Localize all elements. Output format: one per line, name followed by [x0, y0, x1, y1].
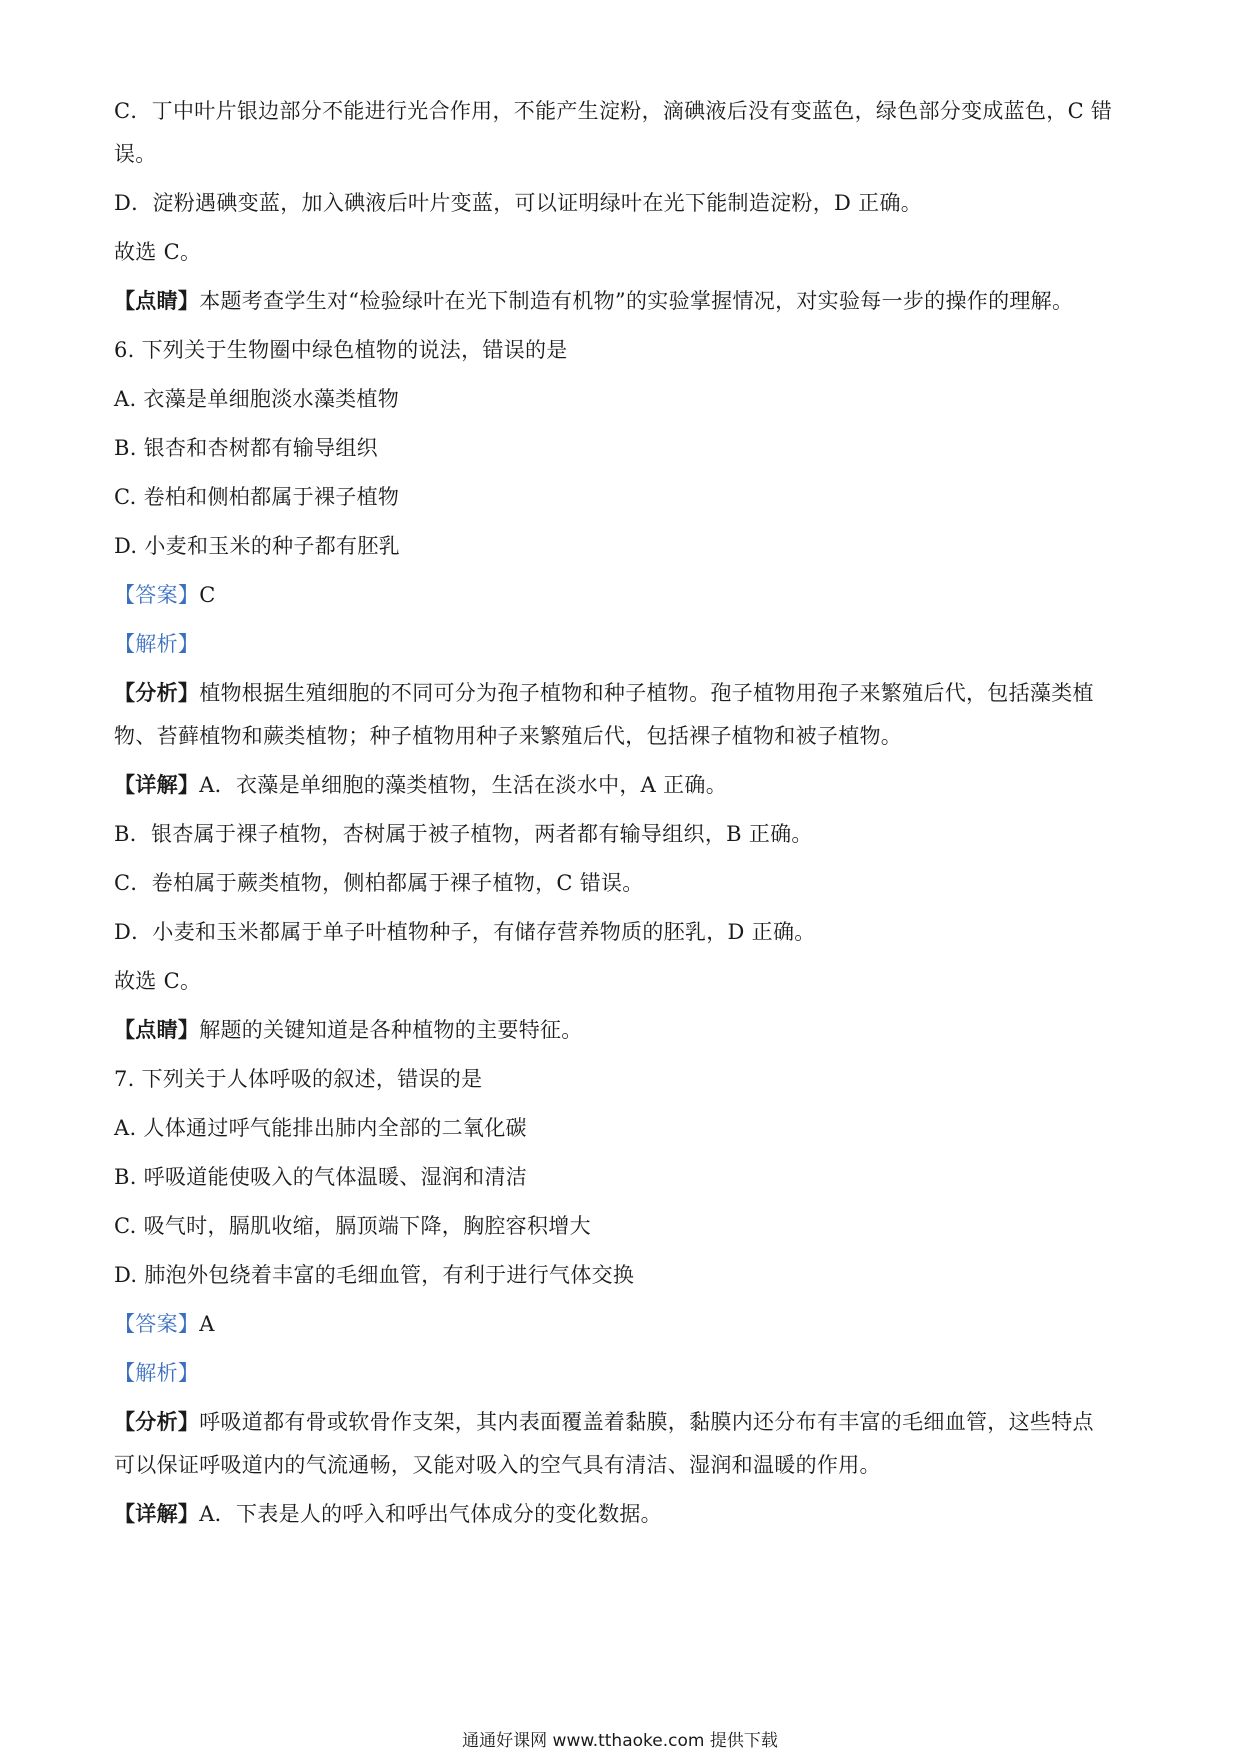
- xiangjie-line: 【详解】A．下表是人的呼入和呼出气体成分的变化数据。: [114, 1501, 662, 1526]
- page-footer: 通通好课网 www.tthaoke.com 提供下载: [462, 1731, 778, 1751]
- paragraph-line: D．小麦和玉米都属于单子叶植物种子，有储存营养物质的胚乳，D 正确。: [114, 920, 816, 944]
- fenxi-label: 【分析】: [114, 1409, 200, 1434]
- answer-line: 【答案】C: [114, 583, 216, 607]
- fenxi-line: 【分析】呼吸道都有骨或软骨作支架，其内表面覆盖着黏膜，黏膜内还分布有丰富的毛细血管，这些特点: [114, 1409, 1094, 1434]
- paragraph-line: 可以保证呼吸道内的气流通畅，又能对吸入的空气具有清洁、湿润和温暖的作用。: [114, 1453, 881, 1477]
- analysis-label: 【解析】: [114, 1361, 200, 1385]
- analysis-heading: [114, 1358, 1134, 1388]
- paragraph-line: 物、苔藓植物和蕨类植物；种子植物用种子来繁殖后代，包括裸子植物和被子植物。: [114, 724, 903, 748]
- option-a: A. 衣藻是单细胞淡水藻类植物: [114, 387, 400, 411]
- paragraph-line: D．淀粉遇碘变蓝，加入碘液后叶片变蓝，可以证明绿叶在光下能制造淀粉，D 正确。: [114, 191, 923, 215]
- fenxi-line: 【分析】植物根据生殖细胞的不同可分为孢子植物和种子植物。孢子植物用孢子来繁殖后代，包括藻类植: [114, 680, 1094, 705]
- paragraph-line: B．银杏属于裸子植物，杏树属于被子植物，两者都有输导组织，B 正确。: [114, 822, 813, 846]
- answer-label: 【答案】: [114, 1312, 200, 1336]
- analysis-label: 【解析】: [114, 632, 200, 656]
- option-d: D. 肺泡外包绕着丰富的毛细血管，有利于进行气体交换: [114, 1263, 635, 1287]
- option-b: B. 银杏和杏树都有输导组织: [114, 436, 378, 460]
- option-d: D. 小麦和玉米的种子都有胚乳: [114, 534, 400, 558]
- xiangjie-label: 【详解】: [114, 772, 200, 797]
- document-body: [114, 96, 1134, 1548]
- paragraph-line: 误。: [114, 142, 157, 166]
- xiangjie-label: 【详解】: [114, 1501, 200, 1526]
- dianjing-label: 【点睛】: [114, 1017, 200, 1042]
- paragraph-line: C．卷柏属于蕨类植物，侧柏都属于裸子植物，C 错误。: [114, 871, 644, 895]
- dianjing-label: 【点睛】: [114, 288, 200, 313]
- comment-line: 【点睛】解题的关键知道是各种植物的主要特征。: [114, 1017, 583, 1042]
- xiangjie-line: 【详解】A．衣藻是单细胞的藻类植物，生活在淡水中，A 正确。: [114, 772, 728, 797]
- comment-line: 【点睛】本题考查学生对“检验绿叶在光下制造有机物”的实验掌握情况，对实验每一步的操作的理解。: [114, 288, 1074, 313]
- analysis-heading: [114, 629, 1134, 659]
- question-7-stem: 7. 下列关于人体呼吸的叙述，错误的是: [114, 1067, 483, 1091]
- paragraph-line: C．丁中叶片银边部分不能进行光合作用，不能产生淀粉，滴碘液后没有变蓝色，绿色部分变成蓝色，C 错: [114, 99, 1113, 123]
- paragraph-line: 故选 C。: [114, 240, 202, 264]
- option-a: A. 人体通过呼气能排出肺内全部的二氧化碳: [114, 1116, 527, 1140]
- paragraph-line: 故选 C。: [114, 969, 202, 993]
- answer-label: 【答案】: [114, 583, 200, 607]
- option-c: C. 卷柏和侧柏都属于裸子植物: [114, 485, 400, 509]
- fenxi-label: 【分析】: [114, 680, 200, 705]
- answer-line: 【答案】A: [114, 1312, 215, 1336]
- question-6-stem: 6. 下列关于生物圈中绿色植物的说法，错误的是: [114, 338, 568, 362]
- option-b: B. 呼吸道能使吸入的气体温暖、湿润和清洁: [114, 1165, 528, 1189]
- option-c: C. 吸气时，膈肌收缩，膈顶端下降，胸腔容积增大: [114, 1214, 591, 1238]
